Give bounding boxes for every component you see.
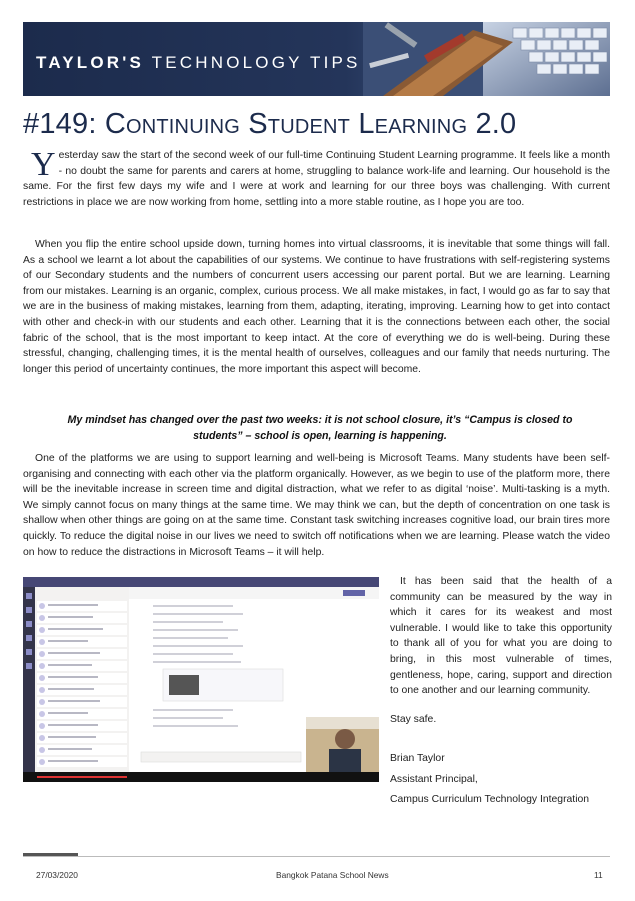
toolbox-keyboard-image bbox=[363, 22, 610, 96]
paragraph-community: It has been said that the health of a community can be measured by the way in which it cares for its weakest and most vulnerable. I would like to take this opportunity to thank all of you for what you are doing to bring, in this most vulnerable of times, gentleness, hope, caring, support and direction to one another and our learning community. bbox=[390, 576, 612, 697]
paragraph-teams: One of the platforms we are using to support learning and well-being is Microsoft Teams. Many students have been self-organising and connecting with each other via the platform organically. However, as we begin to use of the platform more, there will be the inevitable increase in screen time and digital distraction, what we refer to as digital ‘noise’. Multi-tasking is a myth. We simply cannot focus on many things at the same time. We may think we can, but the depth of concentration on one task is shallow when other things are going on at the same time. Constant task switching increases cognitive load, our brain tires more quickly. To reduce the digital noise in our lives we need to switch off notifications when we are learning. Please watch the video on how to reduce the distractions in Microsoft Teams – it will help. bbox=[23, 453, 610, 558]
banner-title-rest: TECHNOLOGY TIPS bbox=[144, 53, 361, 72]
author-title: Assistant Principal, bbox=[390, 774, 478, 785]
closing-line: Stay safe. bbox=[390, 714, 437, 725]
author-name: Brian Taylor bbox=[390, 753, 445, 764]
banner-title bbox=[36, 53, 361, 73]
paragraph-intro-text: esterday saw the start of the second week of our full-time Continuing Student Learning programme. It feels like a month - no doubt the same for parents and carers at home, struggling to balance work-life and learning. Our household is the same. For the first few days my wife and I were at work and learning for our three boys was challenging. With current restrictions in place we are now working from home, settling into a more stable routine, as I hope you are too. bbox=[23, 150, 610, 208]
footer-date: 27/03/2020 bbox=[36, 870, 78, 880]
author-role: Campus Curriculum Technology Integration bbox=[390, 794, 590, 805]
teams-screenshot-graphic bbox=[23, 577, 379, 782]
drop-cap: Y bbox=[31, 146, 56, 183]
header-banner bbox=[23, 22, 610, 96]
pull-quote: My mindset has changed over the past two weeks: it is not school closure, it’s “Campus is closed to students” – school is open, learning is happening. bbox=[67, 414, 573, 442]
teams-video-screenshot[interactable] bbox=[23, 577, 379, 782]
paragraph-intro bbox=[23, 148, 610, 210]
headline-text: #149: Continuing Student Learning 2.0 bbox=[23, 108, 517, 140]
footer-page-number: 11 bbox=[594, 870, 603, 880]
footer-divider bbox=[23, 856, 610, 857]
article-headline bbox=[23, 108, 516, 141]
paragraph-learning: When you flip the entire school upside down, turning homes into virtual classrooms, it is inevitable that some things will fall. As a school we learnt a lot about the capabilities of our systems. We continue to have frustrations with self-registering systems of our Secondary students and the numbers of concurrent users accessing our parent portal. But we are learning. Learning from our mistakes. Learning is an organic, complex, curious process. We all make mistakes, in fact, I would go as far to say that we are in the business of making mistakes, learning from them, adapting, iterating, improving. Learning how to get into contact with other and check-in with our students and each other. Learning that it is the connections between each other, the social fabric of the school, that is the most important to keep intact. At the core of everything we do is well-being. During these stressful, changing, challenging times, it is the mental health of ourselves, colleagues and our family that needs nurturing. The longer this period of uncertainty continues, the more important this aspect will become. bbox=[23, 239, 610, 375]
footer-publication: Bangkok Patana School News bbox=[276, 870, 389, 880]
banner-title-bold: TAYLOR'S bbox=[36, 53, 145, 72]
